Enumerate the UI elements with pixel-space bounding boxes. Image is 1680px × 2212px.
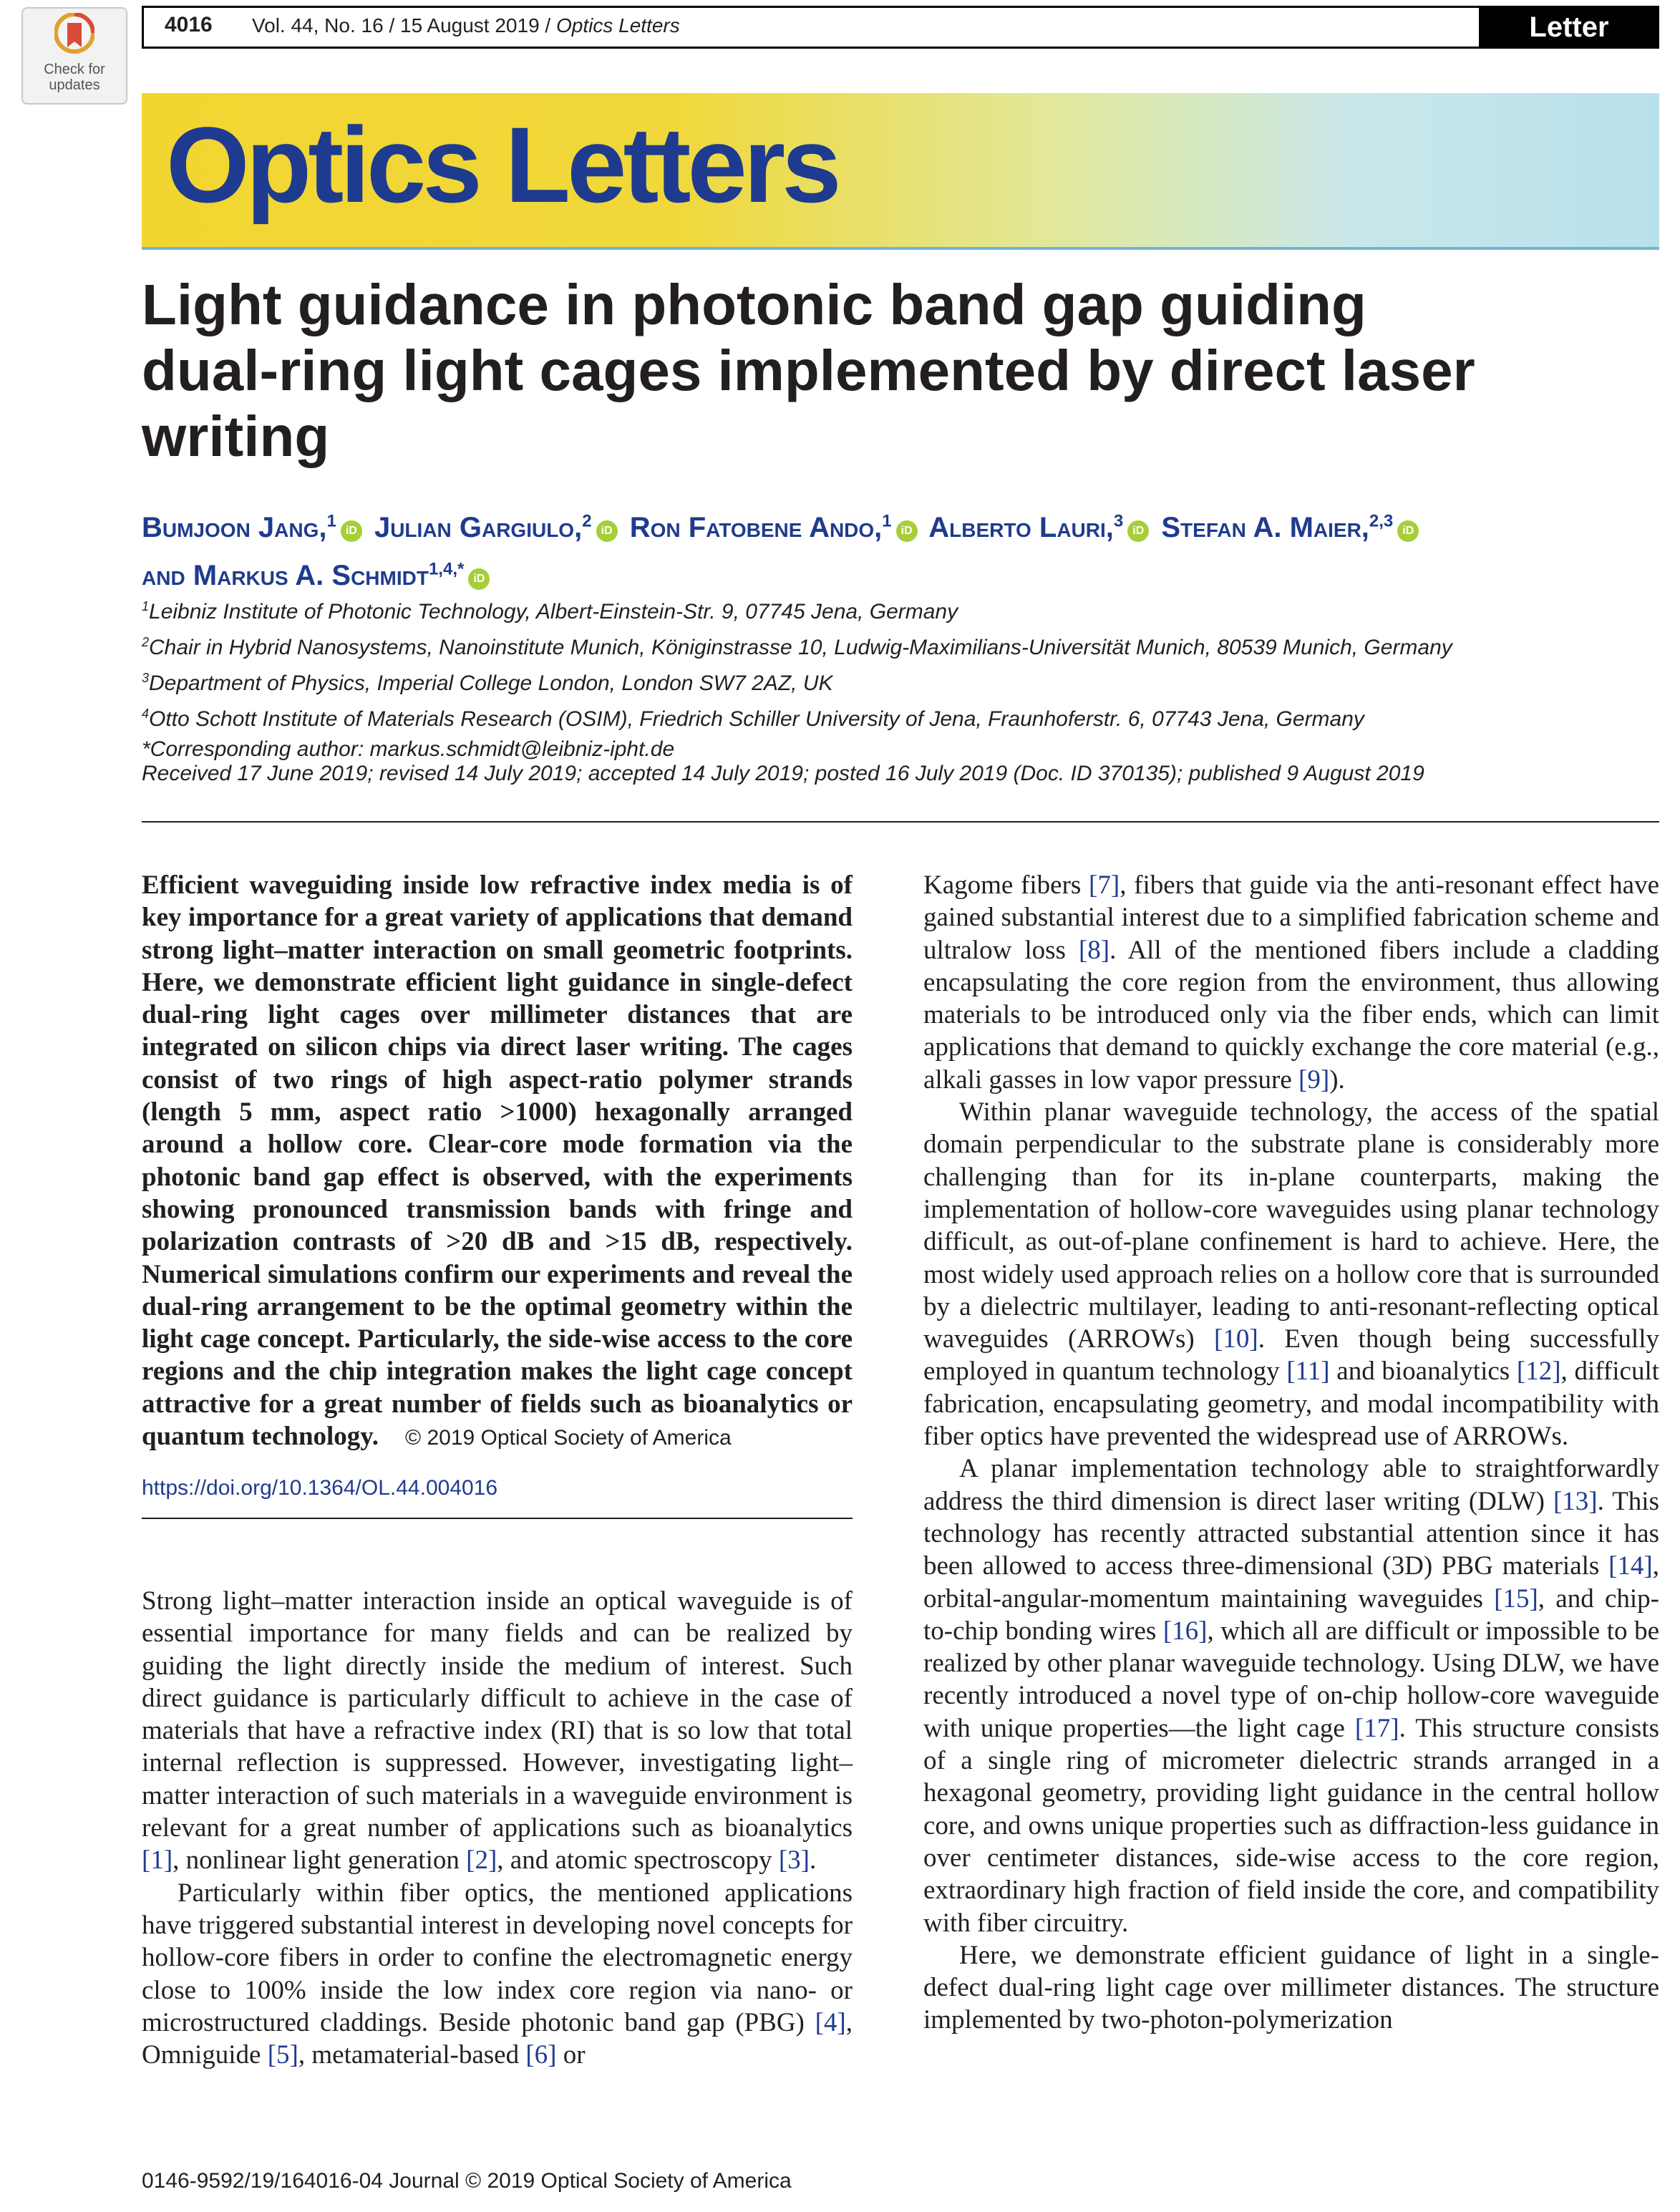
- corresponding-author[interactable]: [142, 734, 1666, 765]
- author[interactable]: [1161, 512, 1393, 543]
- orcid-icon[interactable]: iD: [468, 568, 490, 590]
- citation-link[interactable]: [1]: [142, 1845, 173, 1876]
- affiliation: [142, 627, 1666, 663]
- citation-link[interactable]: [13]: [1553, 1486, 1598, 1516]
- citation-link[interactable]: [3]: [778, 1845, 810, 1876]
- affiliations: [142, 591, 1666, 765]
- orcid-icon[interactable]: iD: [1397, 520, 1419, 542]
- abstract-copyright: © 2019 Optical Society of America: [405, 1426, 732, 1450]
- page-footer: 0146-9592/19/164016-04 Journal © 2019 Optical Society of America: [142, 2169, 792, 2193]
- badge-line-2: updates: [49, 77, 100, 93]
- author-affil-sup: 1: [882, 512, 892, 531]
- orcid-icon[interactable]: iD: [596, 520, 618, 542]
- citation-link[interactable]: [7]: [1089, 870, 1120, 900]
- citation-link[interactable]: [17]: [1354, 1713, 1399, 1743]
- affiliation-text: Otto Schott Institute of Materials Research (OSIM), Friedrich Schiller University of Jena, Fraunhoferstr. 6, 07743 Jena, Germany: [149, 707, 1364, 731]
- citation-link[interactable]: [16]: [1162, 1616, 1208, 1646]
- divider: [142, 821, 1659, 823]
- body-paragraph: Within planar waveguide technology, the access of the spatial domain perpendicular to the substrate plane is considerably more challenging than for its in-plane counterparts, making the implementation of hollow-core waveguides using planar technology difficult, as out-of-plane confinement is hard to achieve. Here, the most widely used approach relies on a hollow core that is surrounded by a dielectric multilayer, leading to anti-resonant-reflecting optical waveguides (ARROWs) [10]. Even though being successfully employed in quantum technology [11] and bioanalytics [12], difficult fabrication, encapsulating geometry, and modal incompatibility with fiber optics have prevented the widespread use of ARROWs.: [923, 1097, 1659, 1452]
- bookmark-update-icon: [54, 13, 94, 57]
- affiliation: [142, 699, 1666, 734]
- orcid-icon[interactable]: iD: [1127, 520, 1149, 542]
- affiliation: [142, 591, 1666, 627]
- body-paragraph: Here, we demonstrate efficient guidance of light in a single-defect dual-ring light cage over millimeter distances. The structure implemented by two-photon-polymerization: [923, 1940, 1659, 2035]
- article-title: Light guidance in photonic band gap guiding dual-ring light cages implemented by direct laser writing: [142, 273, 1475, 468]
- author-affil-sup: 1,4,*: [428, 559, 465, 579]
- citation-link[interactable]: [9]: [1298, 1064, 1330, 1095]
- affiliation-sup: 2: [142, 635, 150, 649]
- volume-text: Vol. 44, No. 16 / 15 August 2019 /: [252, 14, 556, 37]
- abstract: [142, 869, 853, 1454]
- citation-link[interactable]: [6]: [525, 2040, 557, 2070]
- affiliation-sup: 4: [142, 707, 150, 721]
- affiliation-sup: 1: [142, 599, 150, 613]
- volume-info: [252, 14, 680, 37]
- author-affil-sup: 3: [1113, 512, 1124, 531]
- corresponding-author-text: *Corresponding author: markus.schmidt@leibniz-ipht.de: [142, 737, 675, 761]
- author-name: Alberto Lauri,: [928, 512, 1114, 544]
- author[interactable]: [630, 512, 892, 543]
- author-list: [142, 501, 1666, 596]
- author-name: Stefan A. Maier,: [1161, 512, 1369, 544]
- body-column-left: [142, 1585, 853, 2071]
- abstract-text: Efficient waveguiding inside low refractive index media is of key importance for a great variety of applications that demand strong light–matter interaction on small geometric footprints. Here, we demonstrate efficient light guidance in single-defect dual-ring light cages over millimeter distances that are integrated on silicon chips via direct laser writing. The cages consist of two rings of high aspect-ratio polymer strands (length 5 mm, aspect ratio >1000) hexagonally arranged around a hollow core. Clear-core mode formation via the photonic band gap effect is observed, with the experiments showing pronounced transmission bands with fringe and polarization contrasts of >20 dB and >15 dB, respectively. Numerical simulations confirm our experiments and reveal the dual-ring arrangement to be the optimal geometry within the light cage concept. Particularly, the side-wise access to the core regions and the chip integration makes the light cage concept attractive for a great number of fields such as bioanalytics or quantum technology.: [142, 870, 853, 1452]
- citation-link[interactable]: [5]: [267, 2040, 298, 2070]
- author[interactable]: [374, 512, 592, 543]
- page-number: 4016: [165, 13, 213, 37]
- affiliation-text: Department of Physics, Imperial College London, London SW7 2AZ, UK: [149, 671, 833, 695]
- citation-link[interactable]: [14]: [1608, 1551, 1653, 1581]
- citation-link[interactable]: [8]: [1078, 935, 1110, 965]
- affiliation-sup: 3: [142, 671, 150, 685]
- body-paragraph: Particularly within fiber optics, the mentioned applications have triggered substantial interest in developing novel concepts for hollow-core fibers in order to confine the electromagnetic energy close to 100% inside the low index core region via nano- or microstructured claddings. Beside photonic band gap (PBG) [4], Omniguide [5], metamaterial-based [6] or: [142, 1878, 853, 2070]
- citation-link[interactable]: [10]: [1214, 1324, 1258, 1354]
- citation-link[interactable]: [15]: [1494, 1583, 1538, 1614]
- author-name: and Markus A. Schmidt: [142, 559, 429, 591]
- article-type-label: Letter: [1479, 6, 1659, 49]
- publication-history: Received 17 June 2019; revised 14 July 2019; accepted 14 July 2019; posted 16 July 2019 (Doc. ID 370135); published 9 August 2019: [142, 762, 1424, 785]
- doi-link[interactable]: https://doi.org/10.1364/OL.44.004016: [142, 1476, 498, 1500]
- journal-name-italic: Optics Letters: [555, 14, 680, 37]
- body-paragraph: Strong light–matter interaction inside an optical waveguide is of essential importance for many fields and can be realized by guiding the light directly inside the medium of interest. Such direct guidance is particularly difficult to achieve in the case of materials that have a refractive index (RI) that is so low that total internal reflection is suppressed. However, investigating light–matter interaction of such materials in a waveguide environment is relevant for a great number of applications such as bioanalytics [1], nonlinear light generation [2], and atomic spectroscopy [3].: [142, 1586, 853, 1876]
- author-affil-sup: 2,3: [1369, 512, 1394, 531]
- affiliation: [142, 663, 1666, 699]
- citation-link[interactable]: [12]: [1516, 1357, 1561, 1387]
- author-name: Julian Gargiulo,: [374, 512, 583, 544]
- check-for-updates-label: [21, 62, 127, 93]
- author[interactable]: [928, 512, 1123, 543]
- body-paragraph: Kagome fibers [7], fibers that guide via the anti-resonant effect have gained substantial interest due to a simplified fabrication scheme and ultralow loss [8]. All of the mentioned fibers include a cladding encapsulating the core region from the environment, thus allowing materials to be introduced only via the fiber ends, which can limit applications that demand to quickly exchange the core material (e.g., alkali gasses in low vapor pressure [9]).: [923, 870, 1659, 1095]
- badge-line-1: Check for: [44, 62, 105, 77]
- journal-logo-text: Optics Letters: [166, 105, 838, 225]
- body-column-right: [923, 869, 1659, 2037]
- author[interactable]: [142, 512, 336, 543]
- orcid-icon[interactable]: iD: [896, 520, 918, 542]
- banner-rule: [142, 247, 1659, 250]
- author-affil-sup: 1: [326, 512, 336, 531]
- affiliation-text: Chair in Hybrid Nanosystems, Nanoinstitute Munich, Königinstrasse 10, Ludwig-Maximilians-Universität Munich, 80539 Munich, Germany: [149, 636, 1452, 659]
- abstract-divider: [142, 1518, 853, 1519]
- affiliation-text: Leibniz Institute of Photonic Technology, Albert-Einstein-Str. 9, 07745 Jena, Germany: [149, 600, 958, 624]
- author-affil-sup: 2: [582, 512, 592, 531]
- citation-link[interactable]: [4]: [815, 2007, 846, 2037]
- orcid-icon[interactable]: iD: [341, 520, 362, 542]
- body-paragraph: A planar implementation technology able to straightforwardly address the third dimension is direct laser writing (DLW) [13]. This technology has recently attracted substantial attention since it has been allowed to access three-dimensional (3D) PBG materials [14], orbital-angular-momentum maintaining waveguides [15], and chip-to-chip bonding wires [16], which all are difficult or impossible to be realized by other planar waveguide technology. Using DLW, we have recently introduced a novel type of on-chip hollow-core waveguide with unique properties—the light cage [17]. This structure consists of a single ring of micrometer dielectric strands arranged in a hexagonal geometry, providing light guidance in the central hollow core, and owns unique properties such as diffraction-less guidance in over centimeter distances, side-wise access to the core region, extraordinary high fraction of field inside the core, and compatibility with fiber circuitry.: [923, 1454, 1659, 1938]
- author-name: Bumjoon Jang,: [142, 512, 327, 544]
- citation-link[interactable]: [11]: [1286, 1357, 1330, 1387]
- citation-link[interactable]: [2]: [466, 1845, 497, 1876]
- author-name: Ron Fatobene Ando,: [629, 512, 883, 544]
- author[interactable]: [142, 560, 464, 591]
